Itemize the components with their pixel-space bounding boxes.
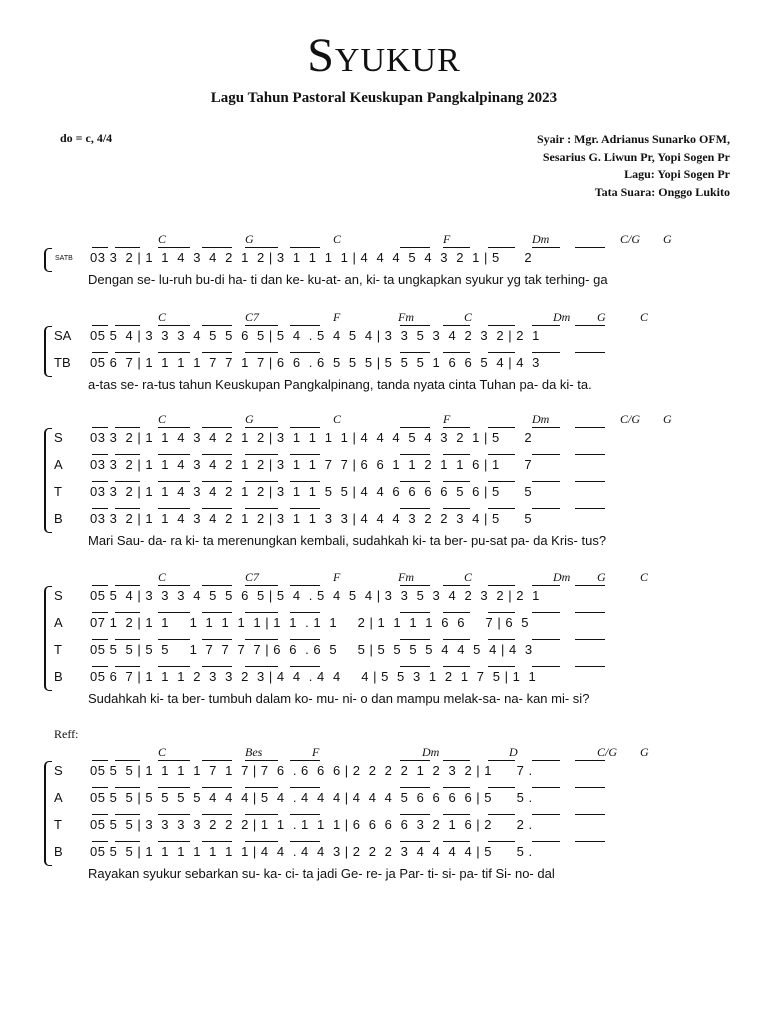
note-beam (92, 612, 108, 613)
note-beam (158, 508, 190, 509)
voice-label: SA (54, 328, 72, 343)
note-beam (158, 585, 190, 586)
note-beam (400, 666, 430, 667)
chord-symbol: Dm (532, 412, 550, 426)
note-beam (532, 481, 560, 482)
song-title: Syukur (307, 29, 461, 82)
note-beam (115, 639, 140, 640)
note-beam (290, 787, 320, 788)
credit-line: Sesarius G. Liwun Pr, Yopi Sogen Pr (542, 149, 730, 164)
chord-symbol: C/G (620, 412, 641, 426)
note-beam (532, 508, 560, 509)
note-beam (532, 639, 560, 640)
voice-notes: 05 5 4 | 3 3 3 4 5 5 6 5 | 5 4 . 5 4 5 4 | 3 3 5 3 4 2 3 2 | 2 1 (90, 328, 540, 343)
beam-row (0, 841, 768, 842)
voice-label: B (54, 511, 63, 526)
credit-line: Lagu: Yopi Sogen Pr (624, 167, 730, 181)
note-beam (115, 814, 140, 815)
chord-symbol: C (640, 570, 649, 584)
note-beam (202, 247, 232, 248)
note-beam (400, 814, 430, 815)
voice-staff (0, 588, 768, 606)
note-beam (115, 787, 140, 788)
note-beam (443, 760, 470, 761)
note-beam (488, 508, 515, 509)
note-beam (92, 814, 108, 815)
beam-row (0, 585, 768, 586)
chord-symbol: G (663, 412, 672, 426)
voice-label: S (54, 430, 63, 445)
note-beam (290, 760, 320, 761)
voice-notes: 05 5 5 | 5 5 1 7 7 7 7 | 6 6 . 6 5 5 | 5 5 5 5 4 4 5 4 | 4 3 (90, 642, 533, 657)
voice-notes: 03 3 2 | 1 1 4 3 4 2 1 2 | 3 1 1 1 1 | 4 4 4 5 4 3 2 1 | 5 2 (90, 430, 533, 445)
note-beam (290, 427, 320, 428)
note-beam (488, 760, 515, 761)
note-beam (158, 666, 190, 667)
note-beam (488, 612, 515, 613)
note-beam (400, 508, 430, 509)
voice-label: T (54, 642, 62, 657)
note-beam (158, 612, 190, 613)
note-beam (400, 639, 430, 640)
note-beam (245, 760, 278, 761)
chord-row (0, 232, 768, 246)
note-beam (245, 814, 278, 815)
note-beam (290, 841, 320, 842)
note-beam (575, 352, 605, 353)
beam-row (0, 612, 768, 613)
note-beam (158, 481, 190, 482)
note-beam (245, 325, 278, 326)
voice-notes: 05 6 7 | 1 1 1 2 3 3 2 3 | 4 4 . 4 4 4 | 5 5 3 1 2 1 7 5 | 1 1 (90, 669, 537, 684)
chord-symbol: Dm (553, 570, 571, 584)
chord-symbol: C7 (245, 310, 260, 324)
note-beam (443, 814, 470, 815)
chord-symbol: F (312, 745, 320, 759)
voice-staff (0, 790, 768, 808)
voice-staff (0, 511, 768, 529)
note-beam (92, 508, 108, 509)
voice-staff (0, 430, 768, 448)
chord-symbol: C/G (597, 745, 618, 759)
note-beam (400, 612, 430, 613)
note-beam (92, 666, 108, 667)
note-beam (443, 481, 470, 482)
note-beam (488, 352, 515, 353)
voice-label: T (54, 817, 62, 832)
chord-row (0, 412, 768, 426)
note-beam (488, 814, 515, 815)
chord-row (0, 310, 768, 324)
note-beam (158, 247, 190, 248)
beam-row (0, 427, 768, 428)
voice-staff (0, 484, 768, 502)
chord-row (0, 570, 768, 584)
lyric-line: Dengan se- lu-ruh bu-di ha- ti dan ke- ku-at- an, ki- ta ungkapkan syukur yg tak terhing- ga (88, 272, 608, 287)
voice-label: T (54, 484, 62, 499)
note-beam (202, 481, 232, 482)
note-beam (202, 454, 232, 455)
beam-row (0, 352, 768, 353)
note-beam (400, 454, 430, 455)
note-beam (575, 612, 605, 613)
voice-label: S (54, 763, 63, 778)
note-beam (488, 247, 515, 248)
note-beam (115, 352, 140, 353)
chord-symbol: Dm (422, 745, 440, 759)
note-beam (532, 841, 560, 842)
note-beam (92, 352, 108, 353)
note-beam (400, 481, 430, 482)
note-beam (115, 612, 140, 613)
note-beam (202, 427, 232, 428)
note-beam (115, 454, 140, 455)
system-brace (44, 761, 52, 866)
note-beam (532, 760, 560, 761)
chord-symbol: C (464, 310, 473, 324)
note-beam (532, 612, 560, 613)
voice-notes: 05 5 5 | 3 3 3 3 2 2 2 | 1 1 . 1 1 1 | 6 6 6 6 3 2 1 6 | 2 2 . (90, 817, 533, 832)
chord-symbol: F (333, 570, 341, 584)
note-beam (158, 841, 190, 842)
note-beam (575, 325, 605, 326)
chord-symbol: C (333, 412, 342, 426)
voice-notes: 05 5 5 | 1 1 1 1 7 1 7 | 7 6 . 6 6 6 | 2 2 2 2 1 2 3 2 | 1 7 . (90, 763, 533, 778)
note-beam (488, 787, 515, 788)
voice-staff (0, 615, 768, 633)
note-beam (202, 585, 232, 586)
chord-row (0, 745, 768, 759)
note-beam (202, 760, 232, 761)
chord-symbol: C (158, 412, 167, 426)
note-beam (290, 454, 320, 455)
note-beam (290, 639, 320, 640)
beam-row (0, 666, 768, 667)
lyric-line: Sudahkah ki- ta ber- tumbuh dalam ko- mu- ni- o dan mampu melak-sa- na- kan mi- si? (88, 691, 590, 706)
voice-staff (0, 844, 768, 862)
note-beam (115, 325, 140, 326)
note-beam (575, 247, 605, 248)
voice-label: A (54, 615, 63, 630)
note-beam (400, 760, 430, 761)
note-beam (488, 325, 515, 326)
beam-row (0, 787, 768, 788)
note-beam (443, 612, 470, 613)
note-beam (532, 247, 560, 248)
note-beam (443, 427, 470, 428)
note-beam (290, 612, 320, 613)
chord-symbol: Dm (553, 310, 571, 324)
note-beam (158, 639, 190, 640)
voice-label: SATB (55, 255, 73, 262)
note-beam (443, 666, 470, 667)
voice-staff (0, 250, 768, 268)
note-beam (532, 585, 560, 586)
beam-row (0, 454, 768, 455)
beam-row (0, 481, 768, 482)
voice-notes: 03 3 2 | 1 1 4 3 4 2 1 2 | 3 1 1 3 3 | 4 4 4 3 2 2 3 4 | 5 5 (90, 511, 533, 526)
note-beam (400, 427, 430, 428)
chord-symbol: C7 (245, 570, 260, 584)
note-beam (115, 666, 140, 667)
note-beam (290, 814, 320, 815)
credit-line: Syair : Mgr. Adrianus Sunarko OFM, (536, 132, 730, 146)
note-beam (532, 352, 560, 353)
note-beam (245, 454, 278, 455)
note-beam (202, 666, 232, 667)
note-beam (575, 841, 605, 842)
note-beam (290, 352, 320, 353)
chord-symbol: G (597, 570, 606, 584)
note-beam (443, 639, 470, 640)
system-brace (44, 586, 52, 691)
note-beam (115, 760, 140, 761)
note-beam (532, 666, 560, 667)
voice-staff (0, 355, 768, 373)
note-beam (158, 454, 190, 455)
chord-symbol: C/G (620, 232, 641, 246)
chord-symbol: G (245, 412, 254, 426)
system-brace (44, 248, 52, 272)
note-beam (575, 639, 605, 640)
note-beam (245, 666, 278, 667)
lyric-line: a-tas se- ra-tus tahun Keuskupan Pangkalpinang, tanda nyata cinta Tuhan pa- da ki- ta. (88, 377, 592, 392)
beam-row (0, 325, 768, 326)
note-beam (202, 508, 232, 509)
chord-symbol: F (333, 310, 341, 324)
note-beam (488, 666, 515, 667)
note-beam (115, 841, 140, 842)
note-beam (575, 508, 605, 509)
voice-label: TB (54, 355, 71, 370)
note-beam (245, 612, 278, 613)
note-beam (575, 814, 605, 815)
chord-symbol: C (464, 570, 473, 584)
note-beam (245, 427, 278, 428)
note-beam (443, 787, 470, 788)
note-beam (92, 585, 108, 586)
chord-symbol: D (509, 745, 518, 759)
chord-symbol: Fm (398, 310, 414, 324)
voice-label: B (54, 844, 63, 859)
note-beam (245, 585, 278, 586)
note-beam (290, 585, 320, 586)
reff-label: Reff: (54, 727, 79, 741)
key-signature: do = c, 4/4 (60, 131, 113, 145)
chord-symbol: Fm (398, 570, 414, 584)
note-beam (245, 639, 278, 640)
note-beam (158, 760, 190, 761)
voice-notes: 05 6 7 | 1 1 1 1 7 7 1 7 | 6 6 . 6 5 5 5 | 5 5 5 1 6 6 5 4 | 4 3 (90, 355, 540, 370)
note-beam (92, 325, 108, 326)
note-beam (245, 508, 278, 509)
chord-symbol: C (158, 310, 167, 324)
note-beam (488, 454, 515, 455)
note-beam (202, 814, 232, 815)
note-beam (290, 666, 320, 667)
note-beam (290, 247, 320, 248)
note-beam (575, 427, 605, 428)
note-beam (202, 325, 232, 326)
note-beam (115, 481, 140, 482)
note-beam (92, 639, 108, 640)
voice-label: A (54, 790, 63, 805)
note-beam (443, 454, 470, 455)
chord-symbol: G (663, 232, 672, 246)
beam-row (0, 508, 768, 509)
note-beam (115, 585, 140, 586)
song-subtitle: Lagu Tahun Pastoral Keuskupan Pangkalpinang 2023 (210, 90, 558, 106)
note-beam (245, 787, 278, 788)
note-beam (158, 787, 190, 788)
note-beam (532, 325, 560, 326)
note-beam (115, 508, 140, 509)
note-beam (400, 841, 430, 842)
chord-symbol: G (245, 232, 254, 246)
note-beam (92, 427, 108, 428)
note-beam (290, 325, 320, 326)
voice-label: S (54, 588, 63, 603)
voice-notes: 05 5 5 | 1 1 1 1 1 1 1 | 4 4 . 4 4 3 | 2 2 2 3 4 4 4 4 | 5 5 . (90, 844, 533, 859)
note-beam (488, 639, 515, 640)
voice-staff (0, 457, 768, 475)
voice-notes: 05 5 4 | 3 3 3 4 5 5 6 5 | 5 4 . 5 4 5 4 | 3 3 5 3 4 2 3 2 | 2 1 (90, 588, 540, 603)
voice-staff (0, 328, 768, 346)
note-beam (443, 325, 470, 326)
note-beam (532, 454, 560, 455)
note-beam (443, 352, 470, 353)
chord-symbol: F (443, 412, 451, 426)
chord-symbol: C (158, 232, 167, 246)
voice-staff (0, 642, 768, 660)
note-beam (92, 841, 108, 842)
lyric-line: Rayakan syukur sebarkan su- ka- ci- ta jadi Ge- re- ja Par- ti- si- pa- tif Si- no- dal (88, 866, 555, 881)
note-beam (115, 427, 140, 428)
credits (537, 131, 730, 201)
voice-label: A (54, 457, 63, 472)
note-beam (443, 247, 470, 248)
chord-symbol: C (333, 232, 342, 246)
beam-row (0, 639, 768, 640)
beam-row (0, 247, 768, 248)
voice-staff (0, 669, 768, 687)
note-beam (400, 585, 430, 586)
chord-symbol: Bes (245, 745, 263, 759)
note-beam (245, 247, 278, 248)
chord-symbol: C (158, 745, 167, 759)
note-beam (488, 427, 515, 428)
note-beam (202, 787, 232, 788)
chord-symbol: F (443, 232, 451, 246)
system-brace (44, 428, 52, 533)
chord-symbol: Dm (532, 232, 550, 246)
credit-line: Tata Suara: Onggo Lukito (594, 184, 730, 199)
note-beam (443, 585, 470, 586)
note-beam (158, 352, 190, 353)
note-beam (575, 481, 605, 482)
voice-staff (0, 763, 768, 781)
beam-row (0, 814, 768, 815)
note-beam (158, 427, 190, 428)
note-beam (400, 247, 430, 248)
note-beam (115, 247, 140, 248)
note-beam (575, 666, 605, 667)
system-brace (44, 326, 52, 377)
note-beam (92, 481, 108, 482)
voice-notes: 03 3 2 | 1 1 4 3 4 2 1 2 | 3 1 1 1 1 | 4 4 4 5 4 3 2 1 | 5 2 (90, 250, 533, 265)
note-beam (443, 841, 470, 842)
note-beam (443, 508, 470, 509)
lyric-line: Mari Sau- da- ra ki- ta merenungkan kembali, sudahkah ki- ta ber- pu-sat pa- da Kris- tus? (88, 533, 607, 548)
note-beam (575, 760, 605, 761)
note-beam (488, 481, 515, 482)
note-beam (290, 481, 320, 482)
voice-notes: 03 3 2 | 1 1 4 3 4 2 1 2 | 3 1 1 7 7 | 6 6 1 1 2 1 1 6 | 1 7 (90, 457, 533, 472)
note-beam (400, 325, 430, 326)
note-beam (245, 841, 278, 842)
note-beam (532, 427, 560, 428)
note-beam (532, 787, 560, 788)
note-beam (92, 247, 108, 248)
note-beam (400, 352, 430, 353)
note-beam (202, 612, 232, 613)
note-beam (575, 454, 605, 455)
note-beam (400, 787, 430, 788)
note-beam (532, 814, 560, 815)
voice-notes: 05 5 5 | 5 5 5 5 4 4 4 | 5 4 . 4 4 4 | 4 4 4 5 6 6 6 6 | 5 5 . (90, 790, 533, 805)
voice-notes: 03 3 2 | 1 1 4 3 4 2 1 2 | 3 1 1 5 5 | 4 4 6 6 6 6 5 6 | 5 5 (90, 484, 533, 499)
note-beam (158, 325, 190, 326)
chord-symbol: G (597, 310, 606, 324)
note-beam (202, 841, 232, 842)
note-beam (290, 508, 320, 509)
note-beam (92, 454, 108, 455)
voice-notes: 07 1 2 | 1 1 1 1 1 1 1 | 1 1 . 1 1 2 | 1 1 1 1 6 6 7 | 6 5 (90, 615, 530, 630)
note-beam (158, 814, 190, 815)
note-beam (202, 639, 232, 640)
chord-symbol: C (640, 310, 649, 324)
chord-symbol: C (158, 570, 167, 584)
note-beam (202, 352, 232, 353)
note-beam (245, 352, 278, 353)
note-beam (488, 841, 515, 842)
note-beam (488, 585, 515, 586)
voice-staff (0, 817, 768, 835)
note-beam (92, 787, 108, 788)
note-beam (245, 481, 278, 482)
note-beam (575, 585, 605, 586)
note-beam (92, 760, 108, 761)
beam-row (0, 760, 768, 761)
voice-label: B (54, 669, 63, 684)
note-beam (575, 787, 605, 788)
chord-symbol: G (640, 745, 649, 759)
